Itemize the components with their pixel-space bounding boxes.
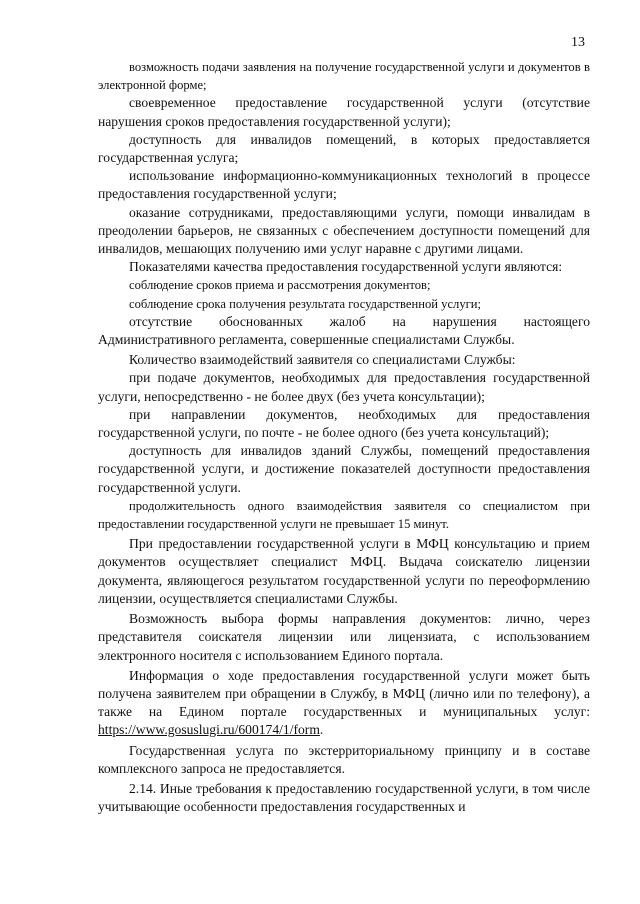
paragraph: при подаче документов, необходимых для предоставления государственной услуги, непосредственно - не более двух (без учета консультации); xyxy=(98,370,590,404)
paragraph: Количество взаимодействий заявителя со специалистами Службы: xyxy=(129,352,516,368)
paragraph: использование информационно-коммуникационных технологий в процессе предоставления государственной услуги; xyxy=(98,168,590,202)
paragraph-text: Информация о ходе предоставления государственной услуги может быть получена заявителем при обращении в Службу, в МФЦ (лично или по телефону), а также на Едином портале государственных и муниципальных услуг: xyxy=(98,667,590,720)
paragraph: своевременное предоставление государственной услуги (отсутствие нарушения сроков предоставления государственной услуги); xyxy=(98,95,590,129)
paragraph: возможность подачи заявления на получение государственной услуги и документов в электронной форме; xyxy=(98,60,590,93)
paragraph: соблюдение сроков приема и рассмотрения документов; xyxy=(129,278,431,293)
paragraph: оказание сотрудниками, предоставляющими услуги, помощи инвалидам в преодолении барьеров, не связанных с обеспечением доступности помещений для инвалидов, мешающих получению ими услуг наравне с другими лицами. xyxy=(98,204,590,257)
link-trailing-punctuation: . xyxy=(319,722,324,738)
paragraph: При предоставлении государственной услуги в МФЦ консультацию и прием документов осуществляет специалист МФЦ. Выдача соискателю лицензии документа, являющегося результатом государственной услуги по переоформлению лицензии, осуществляется специалистами Службы. xyxy=(98,536,590,606)
paragraph: отсутствие обоснованных жалоб на нарушения настоящего Административного регламента, совершенные специалистами Службы. xyxy=(98,313,590,348)
paragraph: Показателями качества предоставления государственной услуги являются: xyxy=(129,259,563,275)
gosuslugi-form-link[interactable]: https://www.gosuslugi.ru/600174/1/form xyxy=(98,722,320,738)
paragraph: Государственная услуга по экстерриториальному принципу и в составе комплексного запроса не предоставляется. xyxy=(98,742,590,776)
paragraph: доступность для инвалидов помещений, в которых предоставляется государственная услуга; xyxy=(98,131,590,166)
paragraph: продолжительность одного взаимодействия заявителя со специалистом при предоставлении государственной услуги не превышает 15 минут. xyxy=(98,498,590,532)
paragraph: Возможность выбора формы направления документов: лично, через представителя соискателя лицензии или лицензиата, с использованием электронного носителя с использованием Единого портала. xyxy=(98,611,590,663)
paragraph: 2.14. Иные требования к предоставлению государственной услуги, в том числе учитывающие особенности предоставления государственных и xyxy=(98,780,590,815)
paragraph-with-link xyxy=(98,667,590,740)
paragraph: доступность для инвалидов зданий Службы, помещений предоставления государственной услуги, и достижение показателей доступности предоставления государственной услуги. xyxy=(98,443,590,495)
page-number: 13 xyxy=(571,35,585,50)
paragraph: соблюдение срока получения результата государственной услуги; xyxy=(129,296,482,311)
paragraph: при направлении документов, необходимых для предоставления государственной услуги, по почте - не более одного (без учета консультаций); xyxy=(98,406,590,441)
document-body xyxy=(98,58,590,816)
